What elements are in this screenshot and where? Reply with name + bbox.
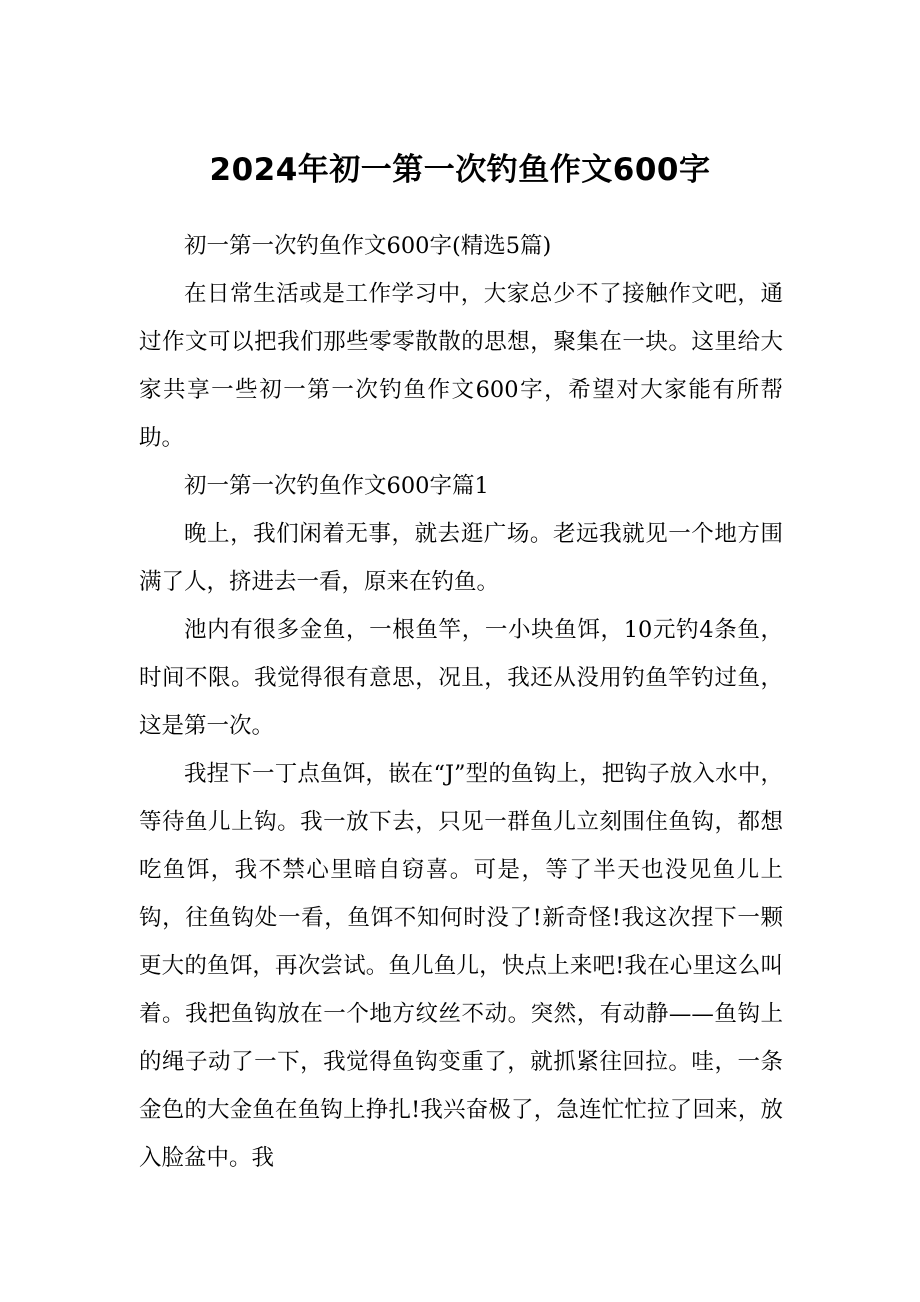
body-paragraph: 池内有很多金鱼，一根鱼竿，一小块鱼饵，10元钓4条鱼，时间不限。我觉得很有意思，况且，我还从没用钓鱼竿钓过鱼，这是第一次。 bbox=[139, 617, 783, 739]
intro-paragraph: 在日常生活或是工作学习中，大家总少不了接触作文吧，通过作文可以把我们那些零零散散的思想，聚集在一块。这里给大家共享一些初一第一次钓鱼作文600字，希望对大家能有所帮助。 bbox=[139, 281, 783, 451]
subtitle-paragraph: 初一第一次钓鱼作文600字(精选5篇) bbox=[184, 233, 552, 259]
document-body bbox=[139, 222, 783, 1182]
body-paragraph: 晚上，我们闲着无事，就去逛广场。老远我就见一个地方围满了人，挤进去一看，原来在钓鱼。 bbox=[139, 521, 783, 595]
document-title: 2024年初一第一次钓鱼作文600字 bbox=[209, 152, 711, 188]
body-paragraph: 我捏下一丁点鱼饵，嵌在“J”型的鱼钩上，把钩子放入水中，等待鱼儿上钩。我一放下去，只见一群鱼儿立刻围住鱼钩，都想吃鱼饵，我不禁心里暗自窃喜。可是，等了半天也没见鱼儿上钩，往鱼钩处一看，鱼饵不知何时没了!新奇怪!我这次捏下一颗更大的鱼饵，再次尝试。鱼儿鱼儿，快点上来吧!我在心里这么叫着。我把鱼钩放在一个地方纹丝不动。突然，有动静——鱼钩上的绳子动了一下，我觉得鱼钩变重了，就抓紧往回拉。哇，一条金色的大金鱼在鱼钩上挣扎!我兴奋极了，急连忙忙拉了回来，放入脸盆中。我 bbox=[139, 761, 783, 1171]
section-heading: 初一第一次钓鱼作文600字篇1 bbox=[184, 473, 489, 499]
